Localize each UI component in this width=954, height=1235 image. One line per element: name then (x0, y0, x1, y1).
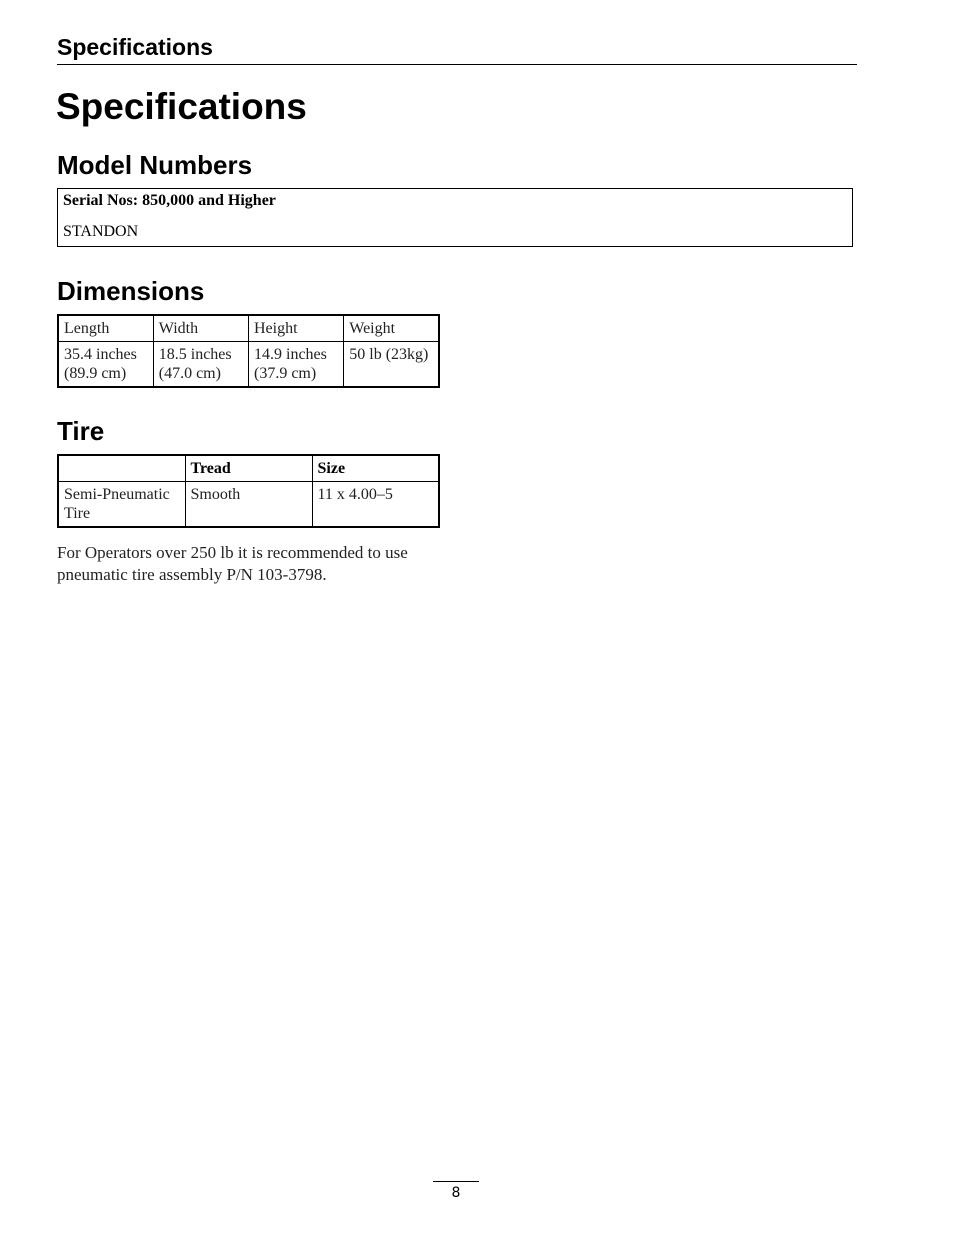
table-header-row (58, 455, 439, 482)
model-numbers-box (57, 188, 853, 247)
page-number: 8 (451, 1185, 461, 1201)
column-header-length: Length (58, 315, 153, 342)
tire-table (57, 454, 440, 528)
header-divider (57, 64, 857, 65)
footer-divider (433, 1181, 479, 1182)
tire-heading: Tire (57, 416, 105, 446)
dimensions-table (57, 314, 440, 388)
tread-cell: Smooth (185, 482, 312, 528)
size-cell: 11 x 4.00–5 (312, 482, 439, 528)
width-value: 18.5 inches (47.0 cm) (153, 342, 248, 388)
column-header-height: Height (249, 315, 344, 342)
column-header-blank (58, 455, 185, 482)
tire-type-cell: Semi-Pneumatic Tire (58, 482, 185, 528)
running-header-title: Specifications (57, 34, 213, 60)
column-header-tread: Tread (185, 455, 312, 482)
table-header-row (58, 315, 439, 342)
model-numbers-heading: Model Numbers (57, 150, 253, 180)
column-header-size: Size (312, 455, 439, 482)
tire-note: For Operators over 250 lb it is recommended to use pneumatic tire assembly P/N 103-3798. (57, 543, 408, 584)
length-value: 35.4 inches (89.9 cm) (58, 342, 153, 388)
table-row (58, 342, 439, 388)
dimensions-heading: Dimensions (57, 276, 205, 306)
model-name: STANDON (63, 223, 139, 240)
weight-value: 50 lb (23kg) (344, 342, 439, 388)
table-row (58, 482, 439, 528)
column-header-weight: Weight (344, 315, 439, 342)
page-title: Specifications (56, 86, 307, 127)
column-header-width: Width (153, 315, 248, 342)
serial-numbers-label: Serial Nos: 850,000 and Higher (63, 192, 276, 209)
height-value: 14.9 inches (37.9 cm) (249, 342, 344, 388)
